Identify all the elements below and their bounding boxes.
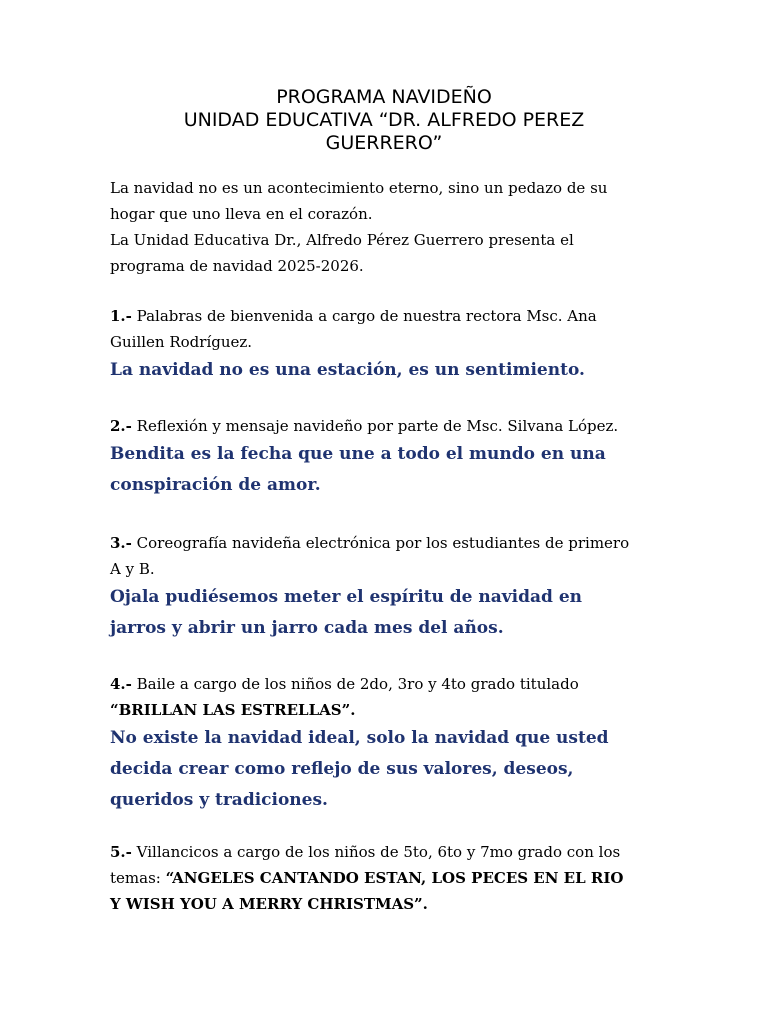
program-item-5 bbox=[110, 839, 650, 917]
title-line-3: GUERRERO” bbox=[325, 132, 443, 154]
item-quote: La navidad no es una estación, es un sentimiento. bbox=[110, 360, 585, 380]
intro-paragraph bbox=[110, 175, 650, 279]
document-title bbox=[110, 86, 658, 155]
intro-line-3: La Unidad Educativa Dr., Alfredo Pérez Guerrero presenta el bbox=[110, 231, 574, 249]
item-bold-title: Y WISH YOU A MERRY CHRISTMAS”. bbox=[110, 895, 428, 913]
item-quote: jarros y abrir un jarro cada mes del años. bbox=[110, 618, 504, 638]
item-text-line bbox=[110, 303, 650, 329]
item-quote: Bendita es la fecha que une a todo el mundo en una bbox=[110, 444, 606, 464]
program-item-2 bbox=[110, 413, 650, 501]
intro-line-2: hogar que uno lleva en el corazón. bbox=[110, 205, 373, 223]
item-text: Reflexión y mensaje navideño por parte de Msc. Silvana López. bbox=[131, 417, 619, 435]
item-text-line: A y B. bbox=[110, 560, 155, 578]
item-text-line: Guillen Rodríguez. bbox=[110, 333, 253, 351]
item-text-line bbox=[110, 839, 650, 865]
item-mixed-line bbox=[110, 865, 650, 891]
item-number: 1.- bbox=[110, 307, 132, 325]
intro-line-1: La navidad no es un acontecimiento eterno, sino un pedazo de su bbox=[110, 179, 608, 197]
item-bold-title: “BRILLAN LAS ESTRELLAS”. bbox=[110, 701, 356, 719]
item-text: Baile a cargo de los niños de 2do, 3ro y 4to grado titulado bbox=[131, 675, 579, 693]
item-number: 3.- bbox=[110, 534, 132, 552]
item-bold-title: “ANGELES CANTANDO ESTAN, LOS PECES EN EL RIO bbox=[165, 869, 624, 887]
title-line-1: PROGRAMA NAVIDEÑO bbox=[276, 86, 492, 108]
item-quote: decida crear como reflejo de sus valores, deseos, bbox=[110, 759, 574, 779]
item-text: Palabras de bienvenida a cargo de nuestra rectora Msc. Ana bbox=[131, 307, 597, 325]
title-line-2: UNIDAD EDUCATIVA “DR. ALFREDO PEREZ bbox=[183, 109, 585, 131]
intro-line-4: programa de navidad 2025-2026. bbox=[110, 257, 364, 275]
item-number: 4.- bbox=[110, 675, 132, 693]
item-text: Coreografía navideña electrónica por los estudiantes de primero bbox=[131, 534, 630, 552]
program-item-3 bbox=[110, 530, 650, 644]
item-quote: queridos y tradiciones. bbox=[110, 790, 328, 810]
item-text-line bbox=[110, 530, 650, 556]
item-quote: No existe la navidad ideal, solo la navidad que usted bbox=[110, 728, 609, 748]
item-text-line bbox=[110, 413, 650, 439]
item-text-line bbox=[110, 671, 650, 697]
item-number: 5.- bbox=[110, 843, 132, 861]
item-quote: conspiración de amor. bbox=[110, 475, 321, 495]
item-text: Villancicos a cargo de los niños de 5to, 6to y 7mo grado con los bbox=[131, 843, 621, 861]
item-quote: Ojala pudiésemos meter el espíritu de navidad en bbox=[110, 587, 583, 607]
item-text: temas: bbox=[110, 869, 166, 887]
program-item-4 bbox=[110, 671, 650, 816]
item-number: 2.- bbox=[110, 417, 132, 435]
program-item-1 bbox=[110, 303, 650, 386]
